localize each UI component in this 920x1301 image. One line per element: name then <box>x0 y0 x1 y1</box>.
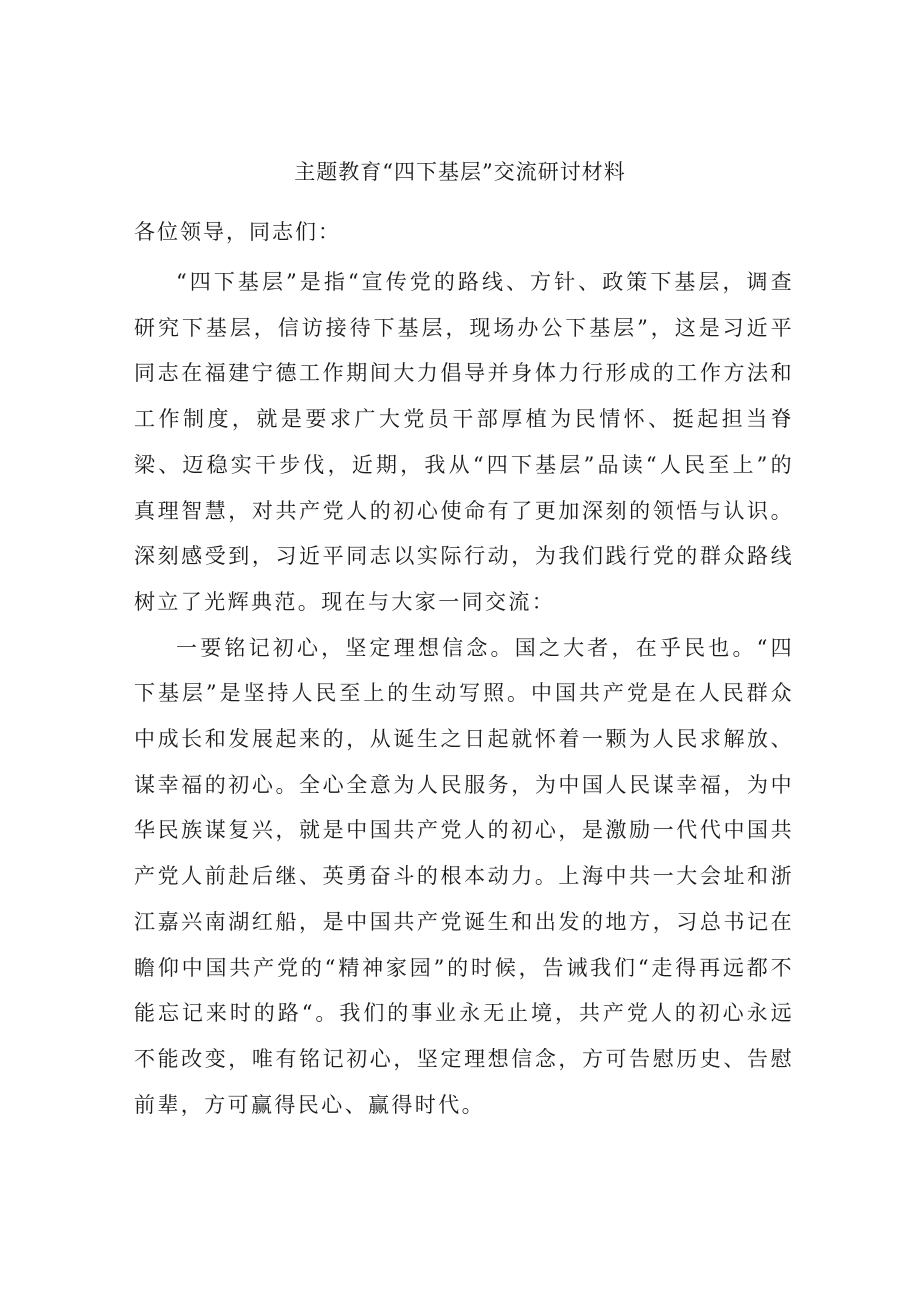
paragraph-point-one: 一要铭记初心，坚定理想信念。国之大者，在乎民也。“四下基层”是坚持人民至上的生动写照。中国共产党是在人民群众中成长和发展起来的，从诞生之日起就怀着一颗为人民求解放、谋幸福的初心。全心全意为人民服务，为中国人民谋幸福，为中华民族谋复兴，就是中国共产党人的初心，是激励一代代中国共产党人前赴后继、英勇奋斗的根本动力。上海中共一大会址和浙江嘉兴南湖红船，是中国共产党诞生和出发的地方，习总书记在瞻仰中国共产党的“精神家园”的时候，告诫我们“走得再远都不能忘记来时的路“。我们的事业永无止境，共产党人的初心永远不能改变，唯有铭记初心，坚定理想信念，方可告慰历史、告慰前辈，方可赢得民心、赢得时代。 <box>134 635 794 1117</box>
paragraph-intro: “四下基层”是指“宣传党的路线、方针、政策下基层，调查研究下基层，信访接待下基层，现场办公下基层”，这是习近平同志在福建宁德工作期间大力倡导并身体力行形成的工作方法和工作制度，就是要求广大党员干部厚植为民情怀、挺起担当脊梁、迈稳实干步伐，近期，我从“四下基层”品读“人民至上”的真理智慧，对共产党人的初心使命有了更加深刻的领悟与认识。深刻感受到，习近平同志以实际行动，为我们践行党的群众路线树立了光辉典范。现在与大家一同交流： <box>134 270 794 614</box>
document-body <box>134 260 794 1128</box>
salutation: 各位领导，同志们： <box>134 220 341 244</box>
document-title: 主题教育“四下基层”交流研讨材料 <box>294 160 626 184</box>
